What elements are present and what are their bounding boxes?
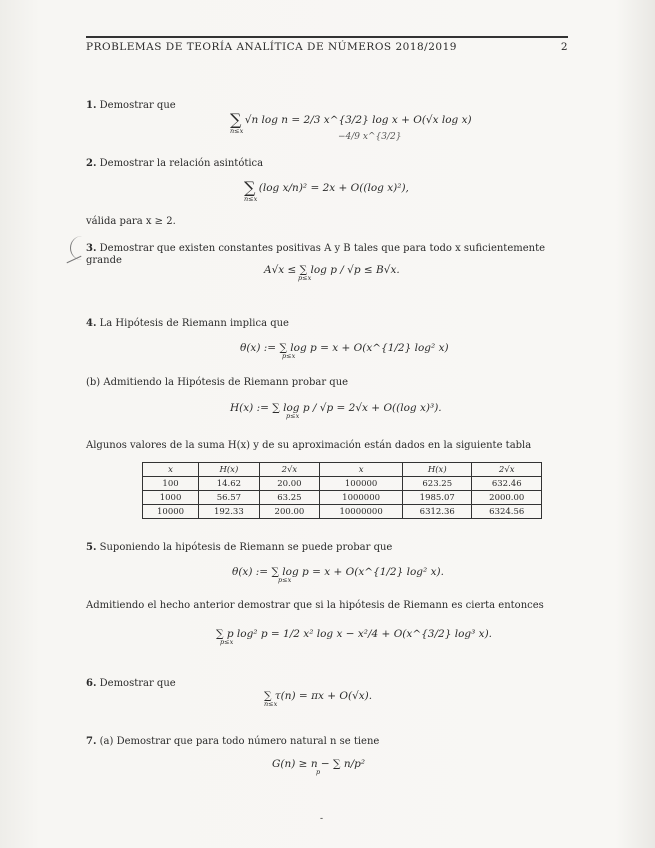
equation-body: A√x ≤ ∑ log p / √p ≤ B√x. xyxy=(264,264,400,276)
sum-index: p xyxy=(316,768,321,776)
table-cell: 10000000 xyxy=(320,505,403,519)
table-header: 2√x xyxy=(259,463,320,477)
header-title: PROBLEMAS DE TEORÍA ANALÍTICA DE NÚMEROS 2018/2019 xyxy=(86,41,457,53)
problem-6 xyxy=(86,678,176,690)
table-header: H(x) xyxy=(403,463,472,477)
table-cell: 1985.07 xyxy=(403,491,472,505)
problem-5 xyxy=(86,542,392,554)
table-cell: 56.57 xyxy=(199,491,260,505)
equation-3 xyxy=(264,264,400,282)
equation-body: H(x) := ∑ log p / √p = 2√x + O((log x)³). xyxy=(230,402,442,414)
table-cell: 63.25 xyxy=(259,491,320,505)
table-header-row xyxy=(143,463,542,477)
table-row xyxy=(143,491,542,505)
equation-body: ∑ p log² p = 1/2 x² log x − x²/4 + O(x^{3/2} log³ x). xyxy=(216,628,493,640)
problem-number: 4. xyxy=(86,318,97,329)
problem-text: Demostrar que existen constantes positivas A y B tales que para todo x suficientemente grande xyxy=(86,243,546,266)
problem-4 xyxy=(86,318,289,330)
problem-text: Demostrar la relación asintótica xyxy=(99,158,264,169)
page-number: 2 xyxy=(560,41,568,53)
equation-7 xyxy=(272,758,365,776)
handwritten-note: −4/9 x^{3/2} xyxy=(338,132,402,142)
problem-number: 2. xyxy=(86,158,97,169)
sum-index: p≤x xyxy=(298,274,312,282)
sum-index: n≤x xyxy=(230,127,244,135)
table-cell: 10000 xyxy=(143,505,199,519)
table-cell: 20.00 xyxy=(259,477,320,491)
problem-number: 3. xyxy=(86,243,97,254)
values-table xyxy=(142,462,542,519)
problem-4b: (b) Admitiendo la Hipótesis de Riemann probar que xyxy=(86,377,349,388)
problem-text: (a) Demostrar que para todo número natural n se tiene xyxy=(99,736,380,747)
table-cell: 6324.56 xyxy=(472,505,542,519)
equation-5b xyxy=(216,628,492,646)
page-header xyxy=(86,36,568,53)
table-cell: 1000000 xyxy=(320,491,403,505)
equation-body: θ(x) := ∑ log p = x + O(x^{1/2} log² x). xyxy=(232,566,444,578)
equation-body: (log x/n)² = 2x + O((log x)²), xyxy=(258,182,409,194)
footer-mark: - xyxy=(320,814,324,824)
table-cell: 200.00 xyxy=(259,505,320,519)
equation-4 xyxy=(240,342,449,360)
table-cell: 100000 xyxy=(320,477,403,491)
table-header: H(x) xyxy=(199,463,260,477)
problem-number: 6. xyxy=(86,678,97,689)
table-header: x xyxy=(143,463,199,477)
equation-lhs: √n log n xyxy=(244,114,289,126)
equation-2 xyxy=(244,178,409,203)
sum-index: p≤x xyxy=(286,412,300,420)
sum-index: n≤x xyxy=(264,700,278,708)
table-row xyxy=(143,505,542,519)
problem-text: La Hipótesis de Riemann implica que xyxy=(99,318,289,329)
problem-1 xyxy=(86,100,176,112)
sum-symbol: ∑ xyxy=(230,110,242,129)
sum-index: n≤x xyxy=(244,195,258,203)
sum-index: p≤x xyxy=(282,352,296,360)
problem-number: 1. xyxy=(86,100,97,111)
sum-symbol: ∑ xyxy=(244,178,256,197)
problem-text: Demostrar que xyxy=(99,678,176,689)
table-header: x xyxy=(320,463,403,477)
equation-body: G(n) ≥ n − ∑ n/p² xyxy=(272,758,366,770)
problem-number: 7. xyxy=(86,736,97,747)
problem-7 xyxy=(86,736,379,748)
sum-index: p≤x xyxy=(220,638,234,646)
table-intro: Algunos valores de la suma H(x) y de su aproximación están dados en la siguiente tabla xyxy=(86,440,532,451)
problem-2 xyxy=(86,158,263,170)
problem-2-condition: válida para x ≥ 2. xyxy=(86,216,176,227)
sum-index: p≤x xyxy=(278,576,292,584)
table-cell: 623.25 xyxy=(403,477,472,491)
table-row xyxy=(143,477,542,491)
problem-5b: Admitiendo el hecho anterior demostrar que si la hipótesis de Riemann es cierta entonces xyxy=(86,600,544,611)
table-cell: 14.62 xyxy=(199,477,260,491)
equation-body: θ(x) := ∑ log p = x + O(x^{1/2} log² x) xyxy=(240,342,449,354)
equation-rhs: = 2/3 x^{3/2} log x + O(√x log x) xyxy=(291,114,472,126)
table-cell: 100 xyxy=(143,477,199,491)
table-cell: 192.33 xyxy=(199,505,260,519)
equation-body: ∑ τ(n) = πx + O(√x). xyxy=(264,690,373,702)
equation-4b xyxy=(230,402,442,420)
table-cell: 6312.36 xyxy=(403,505,472,519)
problem-number: 5. xyxy=(86,542,97,553)
table-cell: 1000 xyxy=(143,491,199,505)
table-cell: 632.46 xyxy=(472,477,542,491)
table-cell: 2000.00 xyxy=(472,491,542,505)
equation-6 xyxy=(264,690,372,708)
table-header: 2√x xyxy=(472,463,542,477)
problem-text: Demostrar que xyxy=(99,100,176,111)
problem-text: Suponiendo la hipótesis de Riemann se puede probar que xyxy=(99,542,393,553)
equation-5 xyxy=(232,566,444,584)
